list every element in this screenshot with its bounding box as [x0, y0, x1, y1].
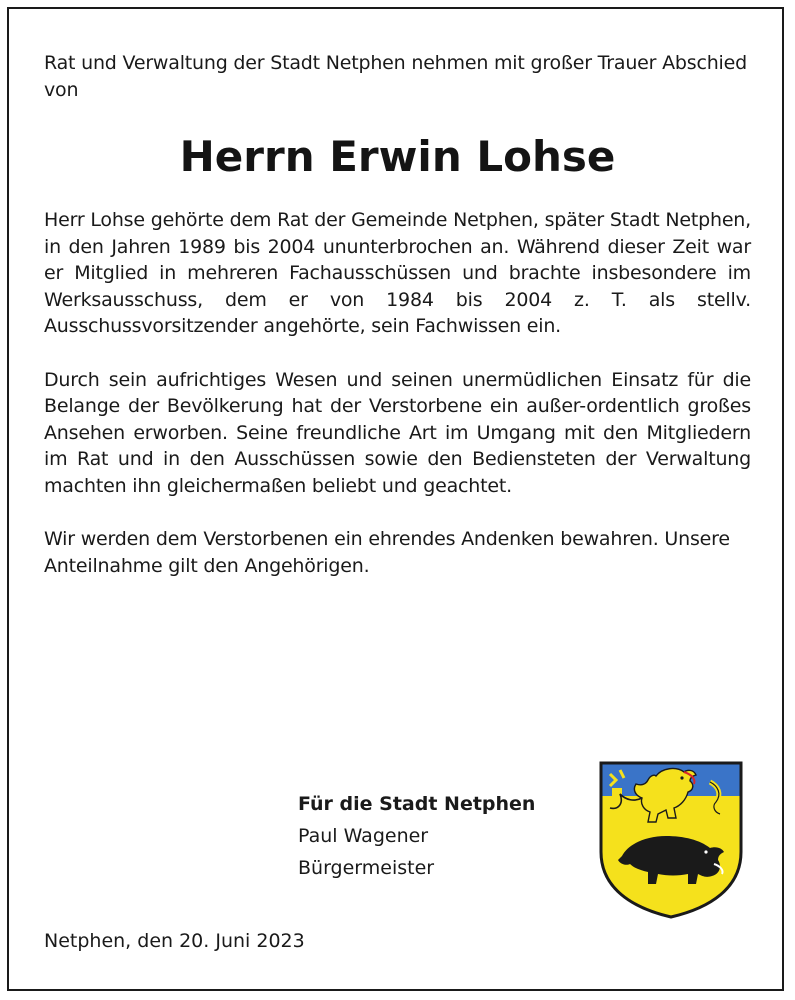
- deceased-name: Herrn Erwin Lohse: [179, 132, 616, 181]
- signature-name: Paul Wagener: [298, 825, 429, 847]
- signature-block: [298, 788, 535, 884]
- signature-org: Für die Stadt Netphen: [298, 793, 536, 815]
- intro-text: Rat und Verwaltung der Stadt Netphen nehmen mit großer Trauer Abschied von: [44, 52, 747, 101]
- paragraph-tribute: Durch sein aufrichtiges Wesen und seinen unermüdlichen Einsatz für die Belange der Bevölkerung hat der Verstorbene ein außer-ordentlich großes Ansehen erworben. Seine freundliche Art im Umgang mit den Mitgliedern im Rat und in den Ausschüssen sowie den Bediensteten der Verwaltung machten ihn gleichermaßen beliebt und geachtet.: [44, 368, 751, 497]
- notice-body: [44, 50, 751, 579]
- coat-of-arms-icon: [598, 760, 744, 920]
- paragraph-career: Herr Lohse gehörte dem Rat der Gemeinde Netphen, später Stadt Netphen, in den Jahren 1989 bis 2004 ununterbrochen an. Während dieser Zeit war er Mitglied in mehreren Fachausschüssen und brachte insbesondere im Werksausschuss, dem er von 1984 bis 2004 z. T. als stellv. Ausschussvorsitzender angehörte, sein Fachwissen ein.: [44, 209, 751, 337]
- place-date: Netphen, den 20. Juni 2023: [44, 930, 305, 952]
- signature-title: Bürgermeister: [298, 857, 435, 879]
- paragraph-condolence: Wir werden dem Verstorbenen ein ehrendes Andenken bewahren. Unsere Anteilnahme gilt den Angehörigen.: [44, 528, 730, 577]
